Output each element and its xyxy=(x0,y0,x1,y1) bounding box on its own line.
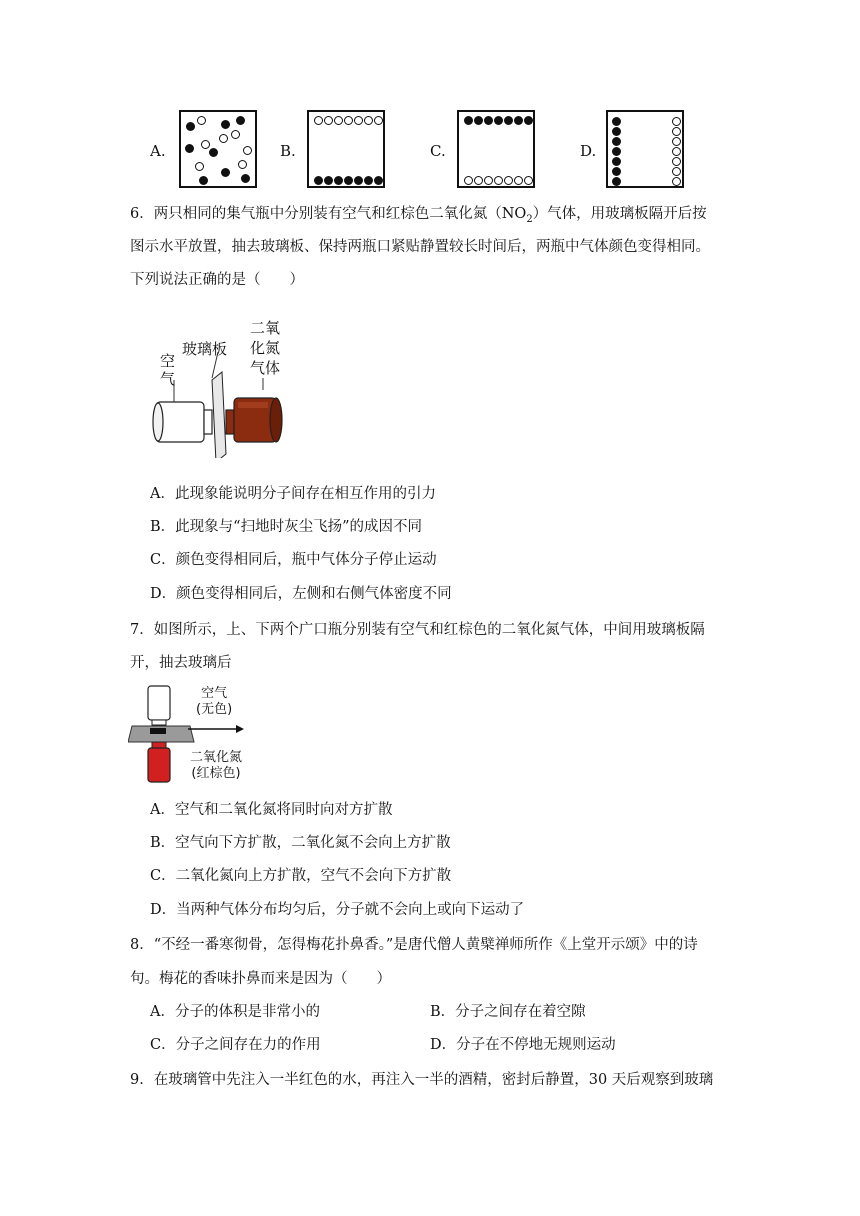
option-a-label: A. xyxy=(150,142,166,160)
option-b-label: B. xyxy=(280,142,296,160)
q8-option-a: A．分子的体积是非常小的 xyxy=(150,1004,320,1020)
q6-option-c: C．颜色变得相同后，瓶中气体分子停止运动 xyxy=(150,552,437,568)
q6-option-a: A．此现象能说明分子间存在相互作用的引力 xyxy=(150,486,436,502)
q6-fig-label-air: 空 气 xyxy=(160,352,176,388)
q8-option-d: D．分子在不停地无规则运动 xyxy=(430,1037,616,1053)
q6-fig-label-glass: 玻璃板 xyxy=(182,340,228,358)
q6-option-b: B．此现象与“扫地时灰尘飞扬”的成因不同 xyxy=(150,519,422,535)
q7-fig-no2-label: 二氧化氮 (红棕色) xyxy=(190,750,243,781)
q8-stem-line2: 句。梅花的香味扑鼻而来是因为（ ） xyxy=(130,971,391,987)
option-d-label: D. xyxy=(580,142,597,160)
q7-stem-line2: 开，抽去玻璃后 xyxy=(130,655,232,671)
arrow-right-icon xyxy=(188,722,244,732)
particle-box-b xyxy=(307,110,385,188)
q7-option-c: C．二氧化氮向上方扩散，空气不会向下方扩散 xyxy=(150,868,452,884)
q8-stem-line1: 8．“不经一番寒彻骨，怎得梅花扑鼻香。”是唐代僧人黄檗禅师所作《上堂开示颂》中的诗 xyxy=(130,937,698,953)
particle-box-a xyxy=(179,110,257,188)
q6-stem-line3: 下列说法正确的是（ ） xyxy=(130,272,304,288)
q7-stem-line1: 7．如图所示，上、下两个广口瓶分别装有空气和红棕色的二氧化氮气体，中间用玻璃板隔 xyxy=(130,622,705,638)
q7-fig-air-label: 空气 (无色) xyxy=(196,686,233,717)
q8-option-c: C．分子之间存在力的作用 xyxy=(150,1037,321,1053)
option-c-label: C. xyxy=(430,142,446,160)
q7-option-b: B．空气向下方扩散，二氧化氮不会向上方扩散 xyxy=(150,835,451,851)
particle-box-c xyxy=(457,110,535,188)
q7-jars-figure xyxy=(128,684,198,784)
q6-stem-line1: 6．两只相同的集气瓶中分别装有空气和红棕色二氧化氮$(NO_2)$气体，用玻璃板隔开后按 xyxy=(130,206,707,225)
q6-option-d: D．颜色变得相同后，左侧和右侧气体密度不同 xyxy=(150,586,452,602)
q9-stem-line1: 9．在玻璃管中先注入一半红色的水，再注入一半的酒精，密封后静置，30 天后观察到玻璃 xyxy=(130,1072,714,1088)
q7-option-d: D．当两种气体分布均匀后，分子就不会向上或向下运动了 xyxy=(150,902,525,918)
q8-option-b: B．分子之间存在着空隙 xyxy=(430,1004,586,1020)
q6-fig-label-no2: 二氧 化氮 气体 xyxy=(250,319,281,377)
q7-option-a: A．空气和二氧化氮将同时向对方扩散 xyxy=(150,802,393,818)
particle-box-d xyxy=(606,110,684,188)
q6-stem-line2: 图示水平放置，抽去玻璃板、保持两瓶口紧贴静置较长时间后，两瓶中气体颜色变得相同。 xyxy=(130,239,710,255)
